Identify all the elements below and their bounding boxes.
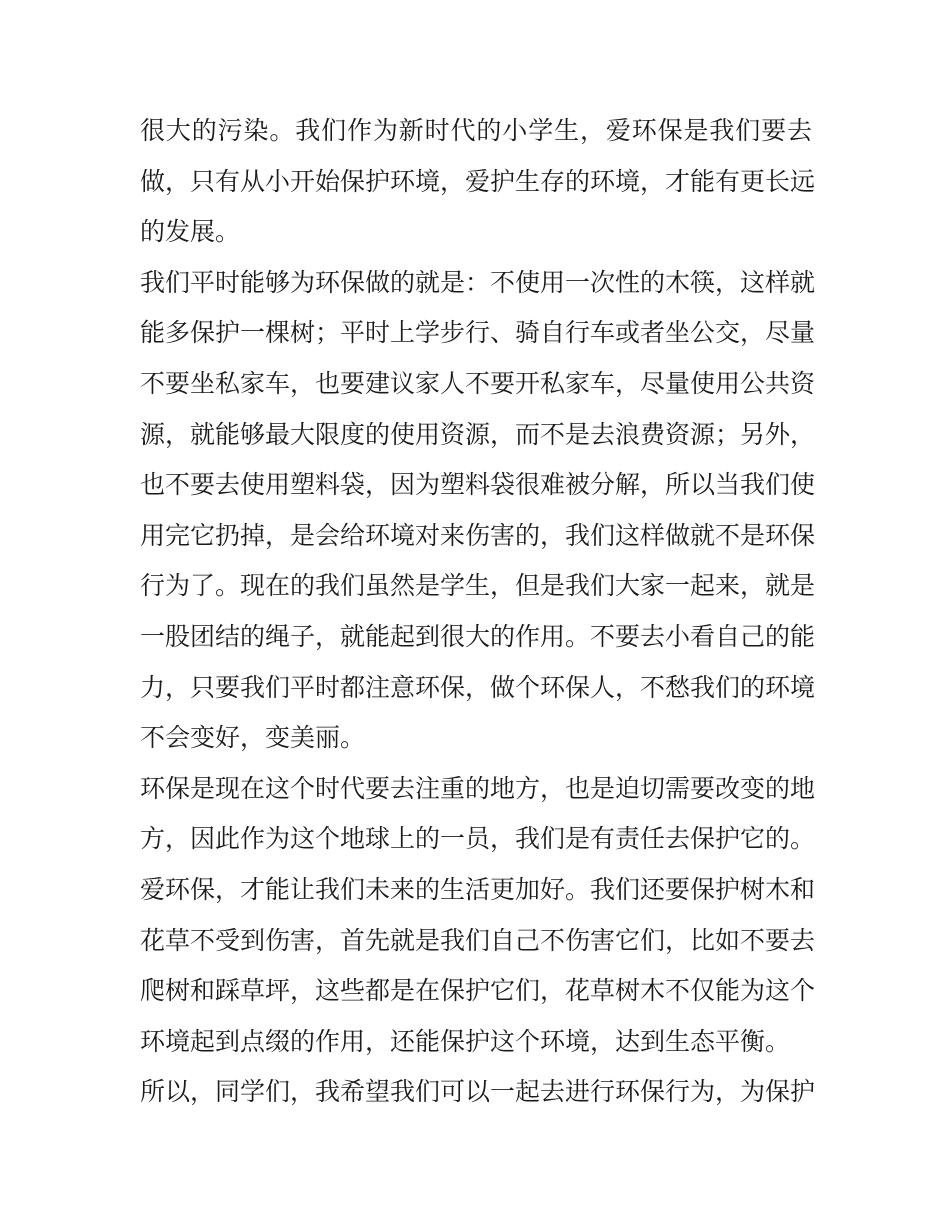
paragraph-line: 力，只要我们平时都注意环保，做个环保人，不愁我们的环境 — [140, 672, 816, 702]
paragraph-line: 环保是现在这个时代要去注重的地方，也是迫切需要改变的地 — [140, 773, 816, 803]
paragraph-line: 很大的污染。我们作为新时代的小学生，爱环保是我们要去 — [140, 116, 812, 145]
paragraph-line: 用完它扔掉，是会给环境对来伤害的，我们这样做就不是环保 — [140, 520, 816, 550]
paragraph-line: 爱环保，才能让我们未来的生活更加好。我们还要保护树木和 — [140, 874, 816, 904]
paragraph-line: 花草不受到伤害，首先就是我们自己不伤害它们，比如不要去 — [140, 925, 816, 955]
paragraph-line: 源，就能够最大限度的使用资源，而不是去浪费资源；另外， — [140, 419, 816, 449]
paragraph-line: 所以，同学们，我希望我们可以一起去进行环保行为，为保护 — [140, 1077, 816, 1107]
paragraph-line: 行为了。现在的我们虽然是学生，但是我们大家一起来，就是 — [140, 571, 816, 601]
paragraph-line: 能多保护一棵树；平时上学步行、骑自行车或者坐公交，尽量 — [140, 318, 816, 348]
paragraph-4 — [140, 1067, 816, 1118]
paragraph-line: 我们平时能够为环保做的就是：不使用一次性的木筷，这样就 — [140, 267, 816, 297]
paragraph-3 — [140, 764, 816, 1068]
paragraph-line: 环境起到点缀的作用，还能保护这个环境，达到生态平衡。 — [140, 1026, 791, 1056]
paragraph-2 — [140, 258, 816, 764]
paragraph-line: 爬树和踩草坪，这些都是在保护它们，花草树木不仅能为这个 — [140, 976, 816, 1006]
document-body — [140, 106, 816, 1118]
paragraph-line: 的发展。 — [140, 217, 241, 247]
paragraph-line: 一股团结的绳子，就能起到很大的作用。不要去小看自己的能 — [140, 621, 816, 651]
paragraph-1 — [140, 106, 816, 258]
paragraph-line: 做，只有从小开始保护环境，爱护生存的环境，才能有更长远 — [140, 166, 816, 196]
paragraph-line: 不要坐私家车，也要建议家人不要开私家车，尽量使用公共资 — [140, 368, 816, 398]
paragraph-line: 也不要去使用塑料袋，因为塑料袋很难被分解，所以当我们使 — [140, 470, 816, 500]
paragraph-line: 方，因此作为这个地球上的一员，我们是有责任去保护它的。 — [140, 824, 816, 854]
paragraph-line: 不会变好，变美丽。 — [140, 723, 366, 753]
